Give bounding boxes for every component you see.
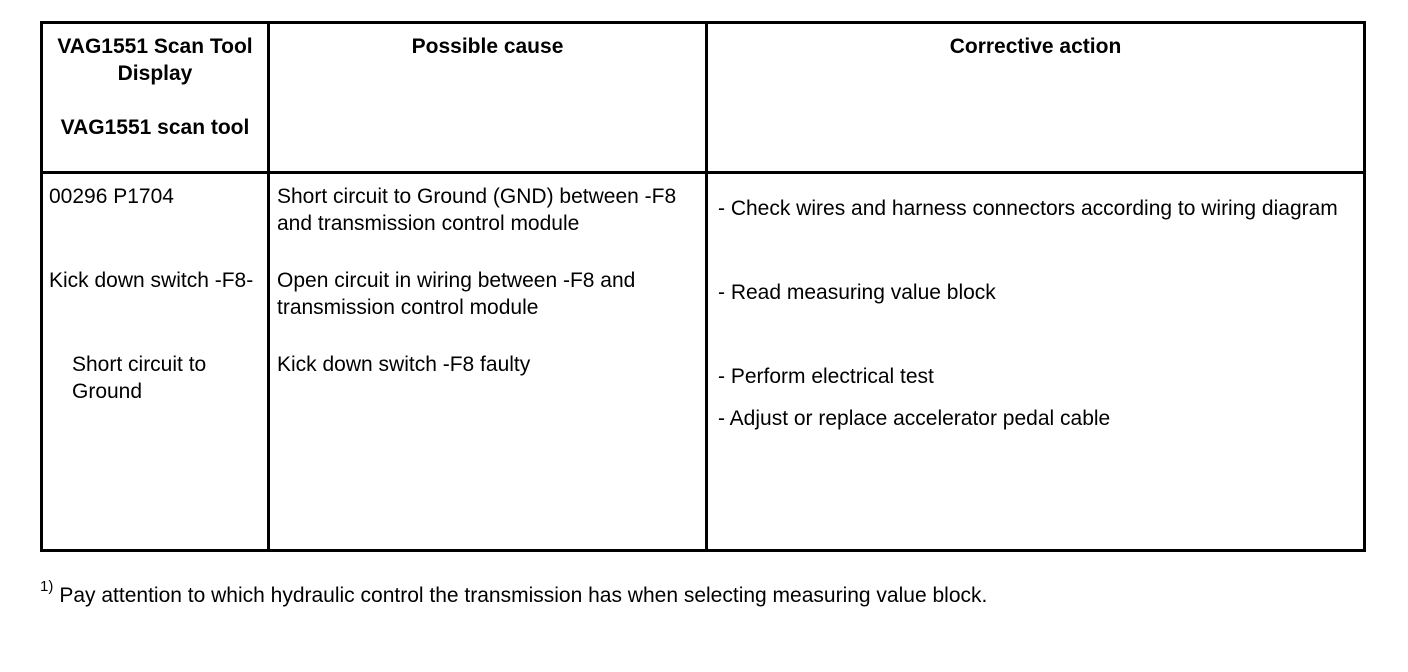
- column-divider-1: [267, 24, 270, 549]
- footnote-text: Pay attention to which hydraulic control the transmission has when selecting measuring value block.: [59, 584, 988, 607]
- header-scan-tool-display-label: VAG1551 Scan Tool Display: [57, 35, 253, 85]
- cause-item: Short circuit to Ground (GND) between -F8 and transmission control module: [277, 185, 677, 235]
- action-item: - Perform electrical test: [718, 365, 934, 388]
- fault-type: Short circuit to Ground: [72, 353, 207, 403]
- cause-item: Kick down switch -F8 faulty: [277, 353, 531, 376]
- action-item: - Read measuring value block: [718, 281, 996, 304]
- cause-item: Open circuit in wiring between -F8 and transmission control module: [277, 269, 636, 319]
- header-possible-cause: Possible cause: [411, 35, 564, 58]
- column-divider-2: [705, 24, 708, 549]
- header-scan-tool-label: VAG1551 scan tool: [60, 116, 250, 139]
- header-corrective-action: Corrective action: [949, 35, 1122, 58]
- fault-code: 00296 P1704: [49, 185, 174, 208]
- header-scan-tool-display: [43, 33, 267, 141]
- footnote: [40, 578, 988, 610]
- action-item: - Adjust or replace accelerator pedal cable: [718, 407, 1111, 430]
- footnote-marker: 1): [40, 578, 54, 595]
- diagnostic-table: [40, 21, 1366, 552]
- header-divider: [43, 171, 1363, 174]
- action-item: - Check wires and harness connectors according to wiring diagram: [718, 197, 1338, 220]
- component-name: Kick down switch -F8-: [49, 269, 254, 292]
